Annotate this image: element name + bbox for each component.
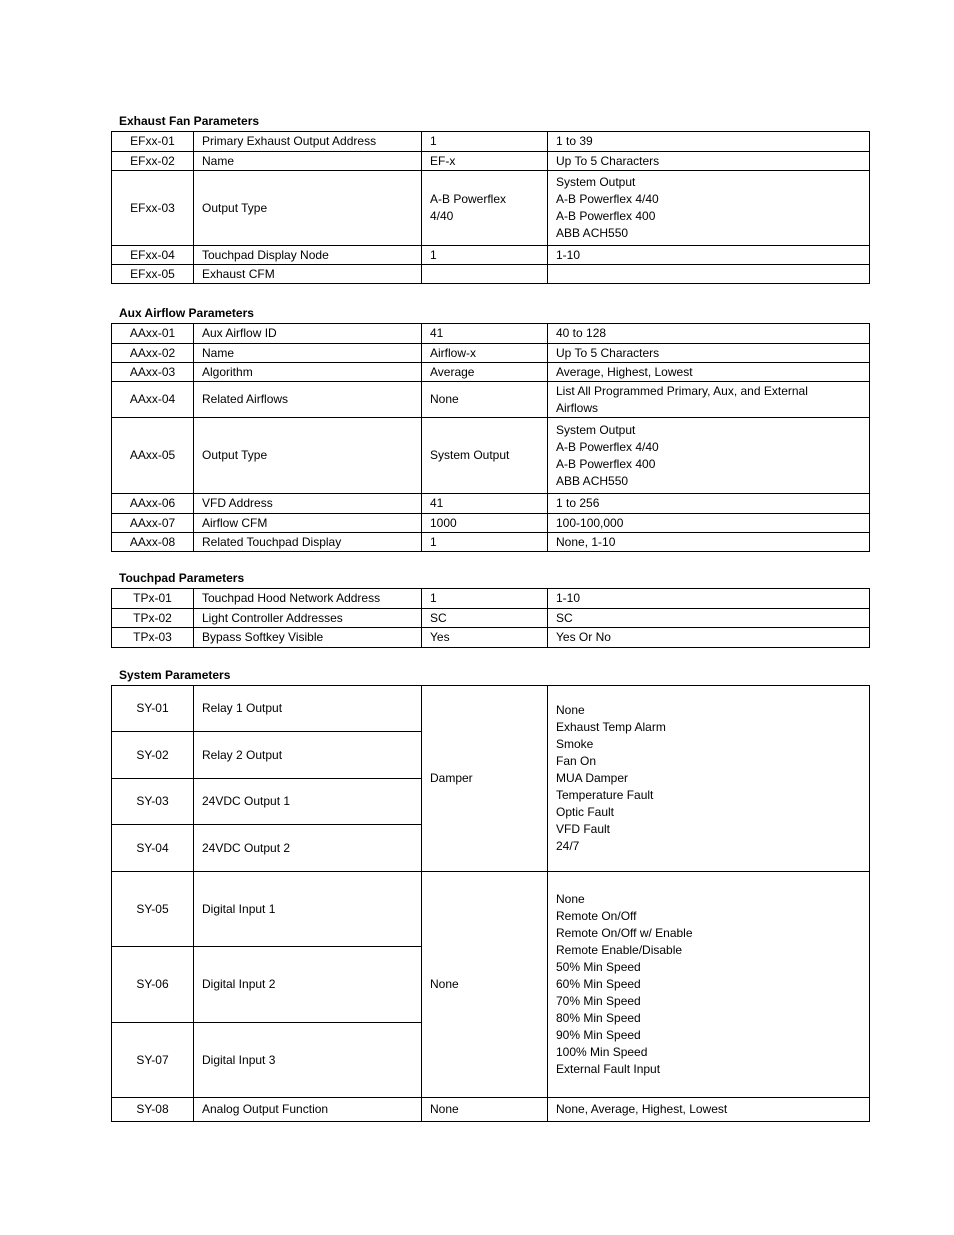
option-line: A-B Powerflex 400 bbox=[556, 456, 656, 471]
option-line: None bbox=[556, 892, 585, 906]
table-row bbox=[112, 589, 870, 609]
param-default: 1 bbox=[422, 246, 548, 265]
param-options bbox=[548, 382, 870, 418]
option-line: 70% Min Speed bbox=[556, 994, 641, 1008]
option-line: 1 to 256 bbox=[556, 496, 600, 510]
param-name: Digital Input 2 bbox=[194, 947, 422, 1023]
param-options bbox=[548, 344, 870, 363]
param-id: AAxx-05 bbox=[112, 418, 194, 494]
param-name: Analog Output Function bbox=[194, 1098, 422, 1122]
option-line: 50% Min Speed bbox=[556, 960, 641, 974]
param-options bbox=[548, 872, 870, 1098]
param-id: SY-07 bbox=[112, 1023, 194, 1098]
option-line: None, Average, Highest, Lowest bbox=[556, 1102, 728, 1116]
option-line: Exhaust Temp Alarm bbox=[556, 720, 666, 734]
param-options bbox=[548, 514, 870, 533]
param-id: SY-02 bbox=[112, 732, 194, 779]
option-line: Optic Fault bbox=[556, 805, 615, 819]
param-options bbox=[548, 265, 870, 284]
param-default: None bbox=[422, 1098, 548, 1122]
param-name: Name bbox=[194, 152, 422, 171]
option-line: MUA Damper bbox=[556, 771, 629, 785]
table-row bbox=[112, 494, 870, 514]
aux-table bbox=[111, 323, 870, 552]
param-options bbox=[548, 686, 870, 872]
table-row bbox=[112, 246, 870, 265]
param-options bbox=[548, 418, 870, 494]
table-row bbox=[112, 686, 870, 732]
touchpad-table bbox=[111, 588, 870, 648]
param-options bbox=[548, 589, 870, 609]
param-default: SC bbox=[422, 609, 548, 628]
param-id: AAxx-02 bbox=[112, 344, 194, 363]
param-options bbox=[548, 533, 870, 552]
param-default: A-B Powerflex 4/40 bbox=[422, 171, 548, 246]
option-line: SC bbox=[556, 610, 573, 625]
param-name: Name bbox=[194, 344, 422, 363]
param-name: Bypass Softkey Visible bbox=[194, 628, 422, 648]
param-options bbox=[548, 628, 870, 648]
param-id: EFxx-02 bbox=[112, 152, 194, 171]
param-options bbox=[548, 246, 870, 265]
table-row bbox=[112, 324, 870, 344]
param-options bbox=[548, 609, 870, 628]
param-id: AAxx-03 bbox=[112, 363, 194, 382]
option-line: Remote Enable/Disable bbox=[556, 943, 683, 957]
option-line: 60% Min Speed bbox=[556, 977, 641, 991]
param-default: 1000 bbox=[422, 514, 548, 533]
exhaust-table bbox=[111, 131, 870, 284]
option-line: 90% Min Speed bbox=[556, 1028, 641, 1042]
table-row bbox=[112, 1098, 870, 1122]
param-default: 1 bbox=[422, 533, 548, 552]
param-name: Related Touchpad Display bbox=[194, 533, 422, 552]
param-id: SY-06 bbox=[112, 947, 194, 1023]
param-default bbox=[422, 265, 548, 284]
param-default: System Output bbox=[422, 418, 548, 494]
param-name: Output Type bbox=[194, 418, 422, 494]
table-row bbox=[112, 171, 870, 246]
param-default: None bbox=[422, 872, 548, 1098]
param-id: SY-03 bbox=[112, 779, 194, 825]
param-default: 1 bbox=[422, 589, 548, 609]
param-default: 1 bbox=[422, 132, 548, 152]
option-line: List All Programmed Primary, Aux, and External Airflows bbox=[556, 383, 808, 415]
param-default: None bbox=[422, 382, 548, 418]
param-name: Airflow CFM bbox=[194, 514, 422, 533]
param-default: 41 bbox=[422, 324, 548, 344]
param-options bbox=[548, 152, 870, 171]
param-id: TPx-02 bbox=[112, 609, 194, 628]
param-id: EFxx-03 bbox=[112, 171, 194, 246]
param-id: TPx-03 bbox=[112, 628, 194, 648]
param-id: AAxx-04 bbox=[112, 382, 194, 418]
option-line: Fan On bbox=[556, 754, 597, 768]
param-name: Algorithm bbox=[194, 363, 422, 382]
option-line: None, 1-10 bbox=[556, 534, 616, 549]
param-default: Airflow-x bbox=[422, 344, 548, 363]
option-line: 40 to 128 bbox=[556, 326, 607, 340]
table-row bbox=[112, 533, 870, 552]
param-id: EFxx-01 bbox=[112, 132, 194, 152]
param-default: EF-x bbox=[422, 152, 548, 171]
option-line: 1-10 bbox=[556, 591, 581, 605]
param-options bbox=[548, 494, 870, 514]
option-line: System Output bbox=[556, 422, 636, 437]
param-name: Primary Exhaust Output Address bbox=[194, 132, 422, 152]
option-line: ABB ACH550 bbox=[556, 226, 629, 240]
param-options bbox=[548, 324, 870, 344]
table-row bbox=[112, 265, 870, 284]
section-title: System Parameters bbox=[119, 668, 231, 682]
option-line: 80% Min Speed bbox=[556, 1011, 641, 1025]
param-id: EFxx-04 bbox=[112, 246, 194, 265]
param-name: 24VDC Output 2 bbox=[194, 825, 422, 872]
table-row bbox=[112, 514, 870, 533]
option-line: 100-100,000 bbox=[556, 515, 624, 530]
option-line: Average, Highest, Lowest bbox=[556, 364, 693, 379]
option-line: Remote On/Off bbox=[556, 909, 637, 923]
param-id: EFxx-05 bbox=[112, 265, 194, 284]
param-id: AAxx-08 bbox=[112, 533, 194, 552]
table-row bbox=[112, 628, 870, 648]
param-name: Aux Airflow ID bbox=[194, 324, 422, 344]
option-line: Up To 5 Characters bbox=[556, 153, 660, 168]
option-line: Temperature Fault bbox=[556, 788, 654, 802]
param-id: AAxx-06 bbox=[112, 494, 194, 514]
option-line: 1-10 bbox=[556, 247, 581, 262]
param-id: SY-05 bbox=[112, 872, 194, 947]
option-line: A-B Powerflex 4/40 bbox=[556, 192, 659, 206]
system-table bbox=[111, 685, 870, 1122]
table-row bbox=[112, 152, 870, 171]
param-id: AAxx-07 bbox=[112, 514, 194, 533]
section-title: Touchpad Parameters bbox=[119, 571, 245, 585]
param-options bbox=[548, 363, 870, 382]
option-line: A-B Powerflex 400 bbox=[556, 209, 656, 223]
param-options bbox=[548, 171, 870, 246]
param-name: Touchpad Hood Network Address bbox=[194, 589, 422, 609]
option-line: A-B Powerflex 4/40 bbox=[556, 439, 659, 454]
param-default: Average bbox=[422, 363, 548, 382]
param-default: Yes bbox=[422, 628, 548, 648]
param-name: 24VDC Output 1 bbox=[194, 779, 422, 825]
table-row bbox=[112, 132, 870, 152]
option-line: None bbox=[556, 703, 585, 717]
param-options bbox=[548, 132, 870, 152]
option-line: Yes Or No bbox=[556, 630, 611, 644]
option-line: Remote On/Off w/ Enable bbox=[556, 926, 693, 940]
param-id: TPx-01 bbox=[112, 589, 194, 609]
param-name: VFD Address bbox=[194, 494, 422, 514]
section-title: Exhaust Fan Parameters bbox=[119, 114, 260, 128]
option-line: ABB ACH550 bbox=[556, 473, 629, 488]
param-name: Digital Input 3 bbox=[194, 1023, 422, 1098]
param-default: Damper bbox=[422, 686, 548, 872]
option-line: External Fault Input bbox=[556, 1062, 661, 1076]
option-line: Smoke bbox=[556, 737, 594, 751]
param-name: Output Type bbox=[194, 171, 422, 246]
param-name: Light Controller Addresses bbox=[194, 609, 422, 628]
param-options bbox=[548, 1098, 870, 1122]
option-line: 1 to 39 bbox=[556, 134, 593, 148]
table-row bbox=[112, 382, 870, 418]
table-row bbox=[112, 363, 870, 382]
option-line: Up To 5 Characters bbox=[556, 345, 660, 360]
option-line: System Output bbox=[556, 175, 636, 189]
param-id: SY-08 bbox=[112, 1098, 194, 1122]
param-id: SY-04 bbox=[112, 825, 194, 872]
param-name: Relay 2 Output bbox=[194, 732, 422, 779]
param-name: Touchpad Display Node bbox=[194, 246, 422, 265]
param-name: Exhaust CFM bbox=[194, 265, 422, 284]
table-row bbox=[112, 418, 870, 494]
param-name: Relay 1 Output bbox=[194, 686, 422, 732]
option-line: VFD Fault bbox=[556, 822, 611, 836]
param-name: Digital Input 1 bbox=[194, 872, 422, 947]
section-title: Aux Airflow Parameters bbox=[119, 306, 254, 320]
table-row bbox=[112, 872, 870, 947]
option-line: 100% Min Speed bbox=[556, 1045, 648, 1059]
param-default: 41 bbox=[422, 494, 548, 514]
param-name: Related Airflows bbox=[194, 382, 422, 418]
param-id: SY-01 bbox=[112, 686, 194, 732]
param-id: AAxx-01 bbox=[112, 324, 194, 344]
table-row bbox=[112, 344, 870, 363]
table-row bbox=[112, 609, 870, 628]
option-line: 24/7 bbox=[556, 839, 580, 853]
